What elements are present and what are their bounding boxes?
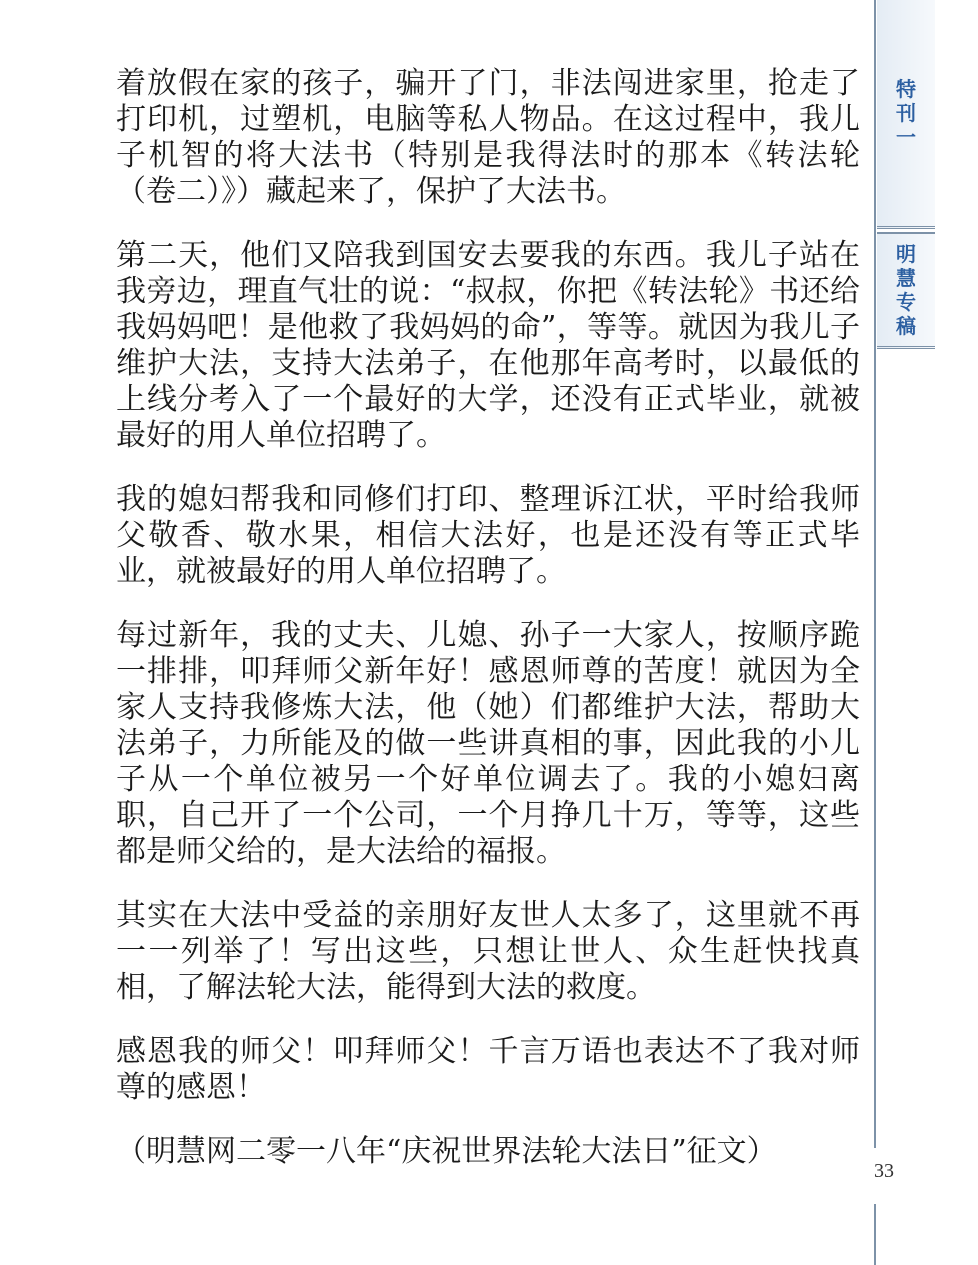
- tab-label-char: 特: [896, 77, 916, 101]
- page-number: 33: [874, 1160, 894, 1182]
- tab-label-char: 刊: [896, 101, 916, 125]
- paragraph: 感恩我的师父！叩拜师父！千言万语也表达不了我对师尊的感恩！: [116, 1034, 860, 1105]
- sidebar-rule-bottom: [874, 1204, 876, 1265]
- tab-label-char: 专: [896, 290, 916, 314]
- closing-note: （明慧网二零一八年“庆祝世界法轮大法日”征文）: [116, 1134, 777, 1169]
- sidebar-rule-top: [874, 0, 876, 1148]
- tab-label-char: 明: [896, 242, 916, 266]
- tab-minghui-exclusive: [877, 232, 935, 349]
- tab-label-char: 一: [896, 125, 916, 149]
- paragraph: 我的媳妇帮我和同修们打印、整理诉江状，平时给我师父敬香、敬水果，相信大法好，也是还没有等正式毕业，就被最好的用人单位招聘了。: [116, 482, 860, 589]
- paragraph: 其实在大法中受益的亲朋好友世人太多了，这里就不再一一列举了！写出这些，只想让世人、众生赶快找真相，了解法轮大法，能得到大法的救度。: [116, 898, 860, 1005]
- paragraph: 第二天，他们又陪我到国安去要我的东西。我儿子站在我旁边，理直气壮的说：“叔叔，你把《转法轮》书还给我妈妈吧！是他救了我妈妈的命”，等等。就因为我儿子维护大法，支持大法弟子，在他那年高考时，以最低的上线分考入了一个最好的大学，还没有正式毕业，就被最好的用人单位招聘了。: [116, 238, 860, 453]
- tab-label-char: 慧: [896, 266, 916, 290]
- article-body: [116, 66, 860, 1198]
- paragraph: 着放假在家的孩子，骗开了门，非法闯进家里，抢走了打印机，过塑机，电脑等私人物品。在这过程中，我儿子机智的将大法书（特别是我得法时的那本《转法轮（卷二）》）藏起来了，保护了大法书。: [116, 66, 860, 209]
- paragraph: 每过新年，我的丈夫、儿媳、孙子一大家人，按顺序跪一排排，叩拜师父新年好！感恩师尊的苦度！就因为全家人支持我修炼大法，他（她）们都维护大法，帮助大法弟子，力所能及的做一些讲真相的事，因此我的小儿子从一个单位被另一个好单位调去了。我的小媳妇离职，自己开了一个公司，一个月挣几十万，等等，这些都是师父给的，是大法给的福报。: [116, 618, 860, 869]
- tab-label-char: 稿: [896, 314, 916, 338]
- tab-special-issue: [877, 0, 935, 229]
